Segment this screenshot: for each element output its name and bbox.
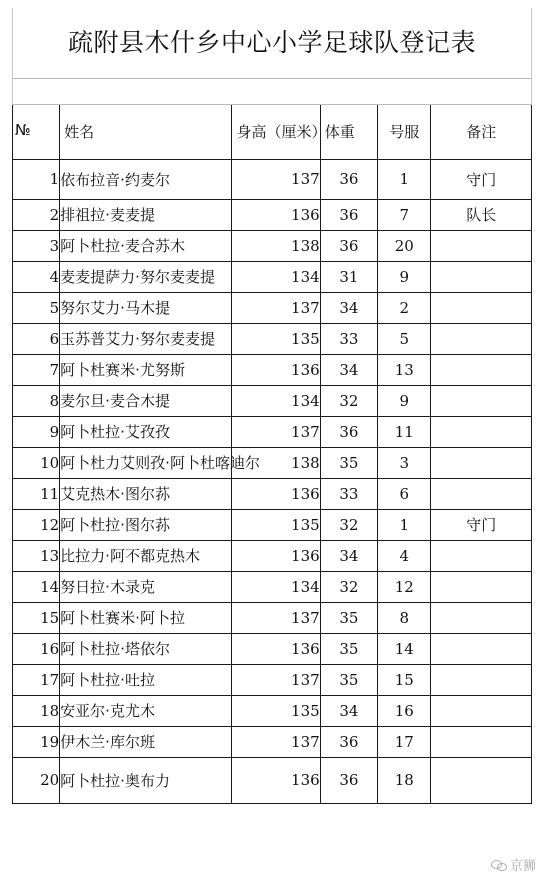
player-note	[431, 664, 532, 695]
player-note	[431, 695, 532, 726]
player-weight: 35	[320, 447, 377, 478]
player-note	[431, 416, 532, 447]
table-row	[13, 571, 532, 602]
row-number: 4	[13, 261, 60, 292]
row-number: 18	[13, 695, 60, 726]
table-row	[13, 354, 532, 385]
player-note	[431, 292, 532, 323]
player-weight: 36	[320, 159, 377, 199]
player-note: 守门	[431, 509, 532, 540]
player-note	[431, 230, 532, 261]
player-weight: 32	[320, 509, 377, 540]
player-weight: 33	[320, 478, 377, 509]
player-name: 阿卜杜拉·图尔荪	[60, 509, 232, 540]
header-jersey: 号服	[378, 105, 431, 159]
player-jersey: 9	[378, 385, 431, 416]
player-weight: 34	[320, 695, 377, 726]
player-name: 依布拉音·约麦尔	[60, 159, 232, 199]
row-number: 19	[13, 726, 60, 757]
player-weight: 35	[320, 664, 377, 695]
player-weight: 33	[320, 323, 377, 354]
player-jersey: 14	[378, 633, 431, 664]
player-jersey: 8	[378, 602, 431, 633]
player-height: 134	[232, 571, 320, 602]
table-row	[13, 695, 532, 726]
player-name: 玉苏普艾力·努尔麦麦提	[60, 323, 232, 354]
player-jersey: 17	[378, 726, 431, 757]
player-weight: 32	[320, 571, 377, 602]
player-name: 阿卜杜拉·奥布力	[60, 757, 232, 803]
player-note	[431, 726, 532, 757]
row-number: 12	[13, 509, 60, 540]
table-row	[13, 757, 532, 803]
player-weight: 36	[320, 230, 377, 261]
row-number: 20	[13, 757, 60, 803]
table-row	[13, 159, 532, 199]
player-note	[431, 571, 532, 602]
row-number: 1	[13, 159, 60, 199]
player-jersey: 9	[378, 261, 431, 292]
header-height: 身高（厘米）	[232, 105, 320, 159]
roster-table	[12, 105, 532, 804]
player-height: 136	[232, 199, 320, 230]
player-note: 守门	[431, 159, 532, 199]
player-height: 136	[232, 354, 320, 385]
player-jersey: 18	[378, 757, 431, 803]
player-note	[431, 633, 532, 664]
player-jersey: 20	[378, 230, 431, 261]
player-height: 134	[232, 261, 320, 292]
watermark	[491, 855, 536, 874]
player-note	[431, 602, 532, 633]
row-number: 6	[13, 323, 60, 354]
row-number: 11	[13, 478, 60, 509]
player-height: 137	[232, 292, 320, 323]
page-title: 疏附县木什乡中心小学足球队登记表	[67, 28, 476, 57]
player-height: 135	[232, 695, 320, 726]
row-number: 7	[13, 354, 60, 385]
player-jersey: 3	[378, 447, 431, 478]
player-jersey: 11	[378, 416, 431, 447]
player-note	[431, 478, 532, 509]
player-weight: 31	[320, 261, 377, 292]
player-name: 阿卜杜拉·吐拉	[60, 664, 232, 695]
player-name: 阿卜杜力艾则孜·阿卜杜喀迪尔	[60, 447, 232, 478]
player-height: 137	[232, 416, 320, 447]
player-name: 阿卜杜赛米·阿卜拉	[60, 602, 232, 633]
player-weight: 36	[320, 199, 377, 230]
player-weight: 36	[320, 726, 377, 757]
watermark-text: 京狮	[509, 859, 536, 874]
player-jersey: 1	[378, 159, 431, 199]
row-number: 9	[13, 416, 60, 447]
header-weight: 体重	[320, 105, 377, 159]
player-jersey: 7	[378, 199, 431, 230]
row-number: 14	[13, 571, 60, 602]
row-number: 8	[13, 385, 60, 416]
header-note: 备注	[431, 105, 532, 159]
table-row	[13, 633, 532, 664]
player-note	[431, 757, 532, 803]
player-height: 137	[232, 602, 320, 633]
player-jersey: 4	[378, 540, 431, 571]
player-jersey: 13	[378, 354, 431, 385]
table-row	[13, 323, 532, 354]
player-name: 安亚尔·克尤木	[60, 695, 232, 726]
player-height: 136	[232, 478, 320, 509]
table-row	[13, 447, 532, 478]
title-box	[12, 8, 532, 78]
player-jersey: 15	[378, 664, 431, 695]
player-note	[431, 385, 532, 416]
player-height: 137	[232, 159, 320, 199]
header-number: №	[13, 105, 60, 159]
player-height: 138	[232, 230, 320, 261]
player-height: 136	[232, 757, 320, 803]
player-weight: 35	[320, 602, 377, 633]
row-number: 16	[13, 633, 60, 664]
player-name: 麦麦提萨力·努尔麦麦提	[60, 261, 232, 292]
table-row	[13, 385, 532, 416]
player-name: 比拉力·阿不都克热木	[60, 540, 232, 571]
player-weight: 36	[320, 416, 377, 447]
table-row	[13, 292, 532, 323]
table-row	[13, 726, 532, 757]
row-number: 13	[13, 540, 60, 571]
row-number: 10	[13, 447, 60, 478]
player-name: 阿卜杜赛米·尤努斯	[60, 354, 232, 385]
wechat-icon	[491, 859, 507, 871]
table-row	[13, 199, 532, 230]
player-jersey: 16	[378, 695, 431, 726]
table-row	[13, 664, 532, 695]
row-number: 17	[13, 664, 60, 695]
player-note: 队长	[431, 199, 532, 230]
roster-body	[13, 159, 532, 803]
player-weight: 35	[320, 633, 377, 664]
table-row	[13, 416, 532, 447]
table-row	[13, 509, 532, 540]
player-weight: 32	[320, 385, 377, 416]
table-row	[13, 540, 532, 571]
row-number: 2	[13, 199, 60, 230]
player-height: 134	[232, 385, 320, 416]
row-number: 3	[13, 230, 60, 261]
player-height: 136	[232, 633, 320, 664]
player-name: 阿卜杜拉·麦合苏木	[60, 230, 232, 261]
row-number: 5	[13, 292, 60, 323]
player-note	[431, 323, 532, 354]
player-jersey: 5	[378, 323, 431, 354]
player-jersey: 12	[378, 571, 431, 602]
player-height: 136	[232, 540, 320, 571]
player-weight: 34	[320, 354, 377, 385]
player-name: 阿卜杜拉·艾孜孜	[60, 416, 232, 447]
player-jersey: 6	[378, 478, 431, 509]
row-number: 15	[13, 602, 60, 633]
player-name: 努日拉·木录克	[60, 571, 232, 602]
player-height: 135	[232, 323, 320, 354]
player-height: 137	[232, 726, 320, 757]
player-height: 138	[232, 447, 320, 478]
player-weight: 34	[320, 540, 377, 571]
table-row	[13, 261, 532, 292]
player-weight: 34	[320, 292, 377, 323]
player-name: 艾克热木·图尔荪	[60, 478, 232, 509]
player-name: 阿卜杜拉·塔依尔	[60, 633, 232, 664]
player-height: 137	[232, 664, 320, 695]
player-name: 排祖拉·麦麦提	[60, 199, 232, 230]
blank-spacer-row	[12, 79, 532, 105]
player-name: 麦尔旦·麦合木提	[60, 385, 232, 416]
table-row	[13, 602, 532, 633]
player-name: 伊木兰·库尔班	[60, 726, 232, 757]
player-name: 努尔艾力·马木提	[60, 292, 232, 323]
table-row	[13, 230, 532, 261]
player-note	[431, 447, 532, 478]
player-height: 135	[232, 509, 320, 540]
player-note	[431, 540, 532, 571]
header-name: 姓名	[60, 105, 232, 159]
player-jersey: 1	[378, 509, 431, 540]
player-note	[431, 261, 532, 292]
table-row	[13, 478, 532, 509]
player-weight: 36	[320, 757, 377, 803]
player-jersey: 2	[378, 292, 431, 323]
header-row	[13, 105, 532, 159]
player-note	[431, 354, 532, 385]
